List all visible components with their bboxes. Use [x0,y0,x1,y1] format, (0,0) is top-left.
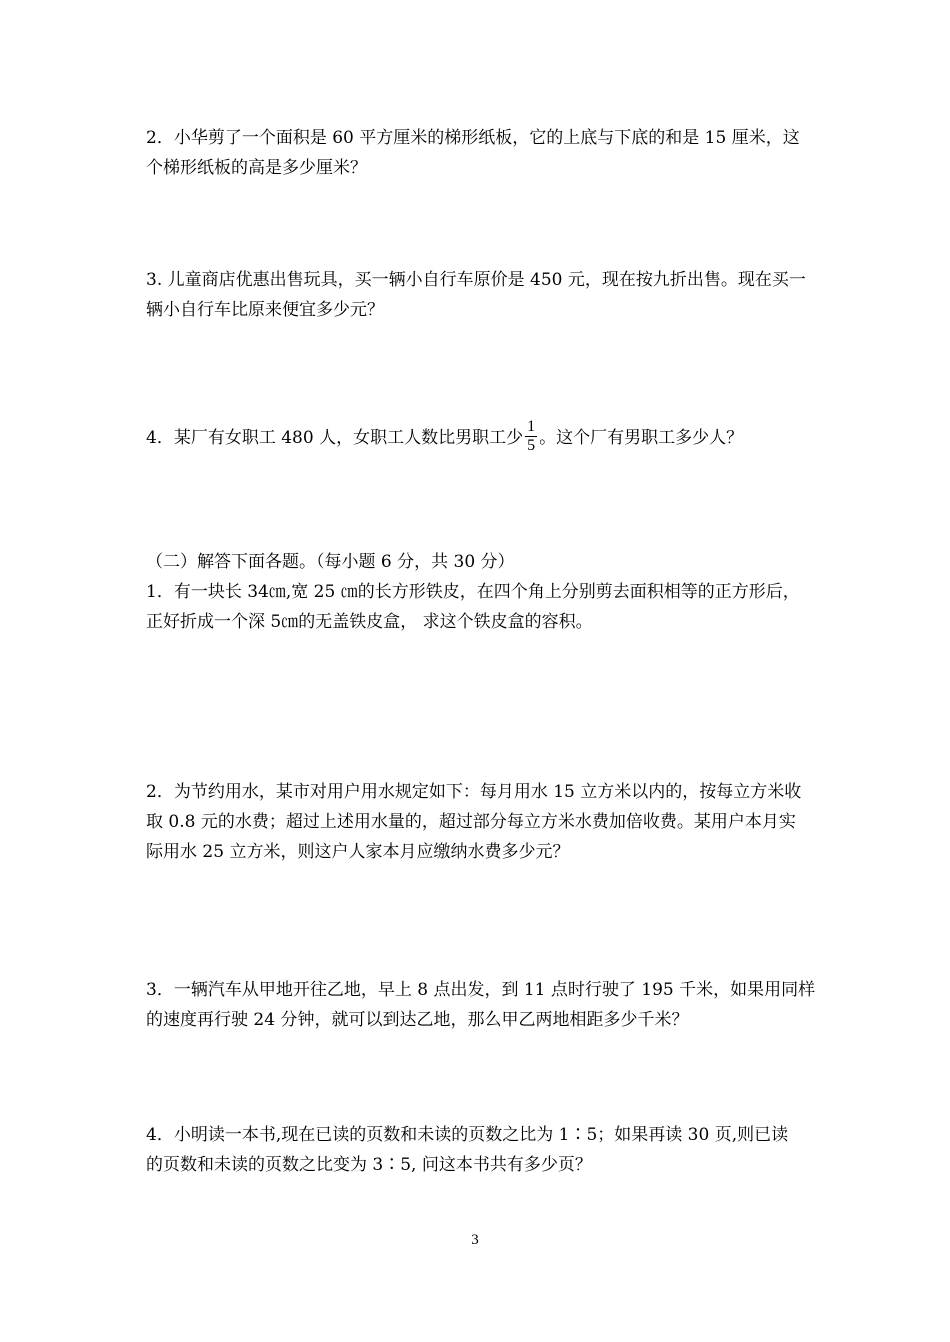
question-text: 。这个厂有男职工多少人？ [539,428,744,448]
question-text-line: 4．小明读一本书,现在已读的页数和未读的页数之比为 1∶5；如果再读 30 页,则已读 [146,1125,789,1145]
fraction-denominator: 5 [527,437,536,454]
question-text: 4．某厂有女职工 480 人，女职工人数比男职工少 [146,428,524,448]
section-heading: （二）解答下面各题。（每小题 6 分，共 30 分） [146,552,515,572]
question-text-line: 2．小华剪了一个面积是 60 平方厘米的梯形纸板，它的上底与下底的和是 15 厘米，这 [146,128,800,148]
question-1-2 [146,123,850,183]
question-2-2 [146,777,850,867]
question-text-line: 正好折成一个深 5㎝的无盖铁皮盒， 求这个铁皮盒的容积。 [146,612,593,632]
question-text-line: 1．有一块长 34㎝,宽 25 ㎝的长方形铁皮，在四个角上分别剪去面积相等的正方形后， [146,582,800,602]
question-1-4 [146,420,850,457]
question-text-line: 的页数和未读的页数之比变为 3∶5, 问这本书共有多少页？ [146,1155,592,1175]
question-text-line: 3. 儿童商店优惠出售玩具，买一辆小自行车原价是 450 元，现在按九折出售。现在买一 [146,270,806,290]
question-text-line: 的速度再行驶 24 分钟，就可以到达乙地，那么甲乙两地相距多少千米？ [146,1010,689,1030]
question-2-1 [146,577,850,637]
question-1-3 [146,265,850,325]
question-text-line: 2．为节约用水，某市对用户用水规定如下：每月用水 15 立方米以内的，按每立方米收 [146,782,802,802]
page-number: 3 [471,1232,479,1248]
question-2-3 [146,975,850,1035]
question-2-4 [146,1120,850,1180]
fraction [525,418,537,455]
question-text-line: 个梯形纸板的高是多少厘米？ [146,158,367,178]
fraction-numerator: 1 [527,418,536,435]
question-text-line: 3．一辆汽车从甲地开往乙地，早上 8 点出发，到 11 点时行驶了 195 千米，如果用同样 [146,980,816,1000]
question-text-line: 际用水 25 立方米，则这户人家本月应缴纳水费多少元？ [146,842,570,862]
question-text-line: 辆小自行车比原来便宜多少元？ [146,300,384,320]
question-text-line: 取 0.8 元的水费；超过上述用水量的，超过部分每立方米水费加倍收费。某用户本月实 [146,812,796,832]
